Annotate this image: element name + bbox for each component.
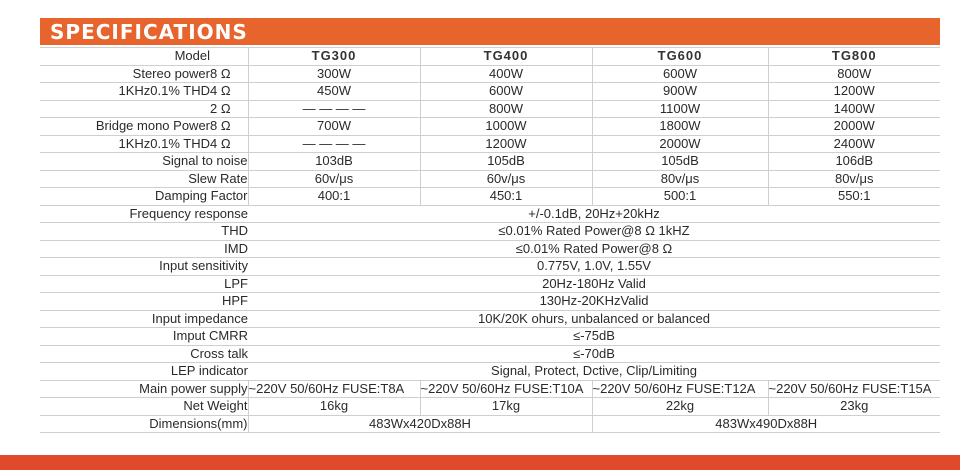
page-title: SPECIFICATIONS [50, 20, 248, 44]
value-cell: +/-0.1dB, 20Hz+20kHz [248, 205, 940, 223]
value-cell: ~220V 50/60Hz FUSE:T10A [420, 380, 592, 398]
value-cell: 20Hz-180Hz Valid [248, 275, 940, 293]
value-cell: ~220V 50/60Hz FUSE:T15A [768, 380, 940, 398]
value-cell: — — — — [248, 100, 420, 118]
value-cell: 80v/μs [768, 170, 940, 188]
value-cell: ≤0.01% Rated Power@8 Ω 1kHZ [248, 223, 940, 241]
value-cell: 103dB [248, 153, 420, 171]
damping-factor-row [40, 188, 940, 206]
ohm-label: 4 Ω [210, 83, 248, 101]
value-cell: ~220V 50/60Hz FUSE:T8A [248, 380, 420, 398]
value-cell: — — — — [248, 135, 420, 153]
value-cell: 1100W [592, 100, 768, 118]
value-cell: 483Wx420Dx88H [248, 415, 592, 433]
value-cell: 550:1 [768, 188, 940, 206]
input-sensitivity-row [40, 258, 940, 276]
value-cell: 106dB [768, 153, 940, 171]
value-cell: 483Wx490Dx88H [592, 415, 940, 433]
row-label: Model [40, 48, 210, 66]
spec-table [40, 47, 940, 433]
row-label: 1KHz0.1% THD [40, 135, 210, 153]
ohm-label: 4 Ω [210, 135, 248, 153]
bridge-4ohm-row [40, 135, 940, 153]
row-label: THD [40, 223, 248, 241]
value-cell: 800W [768, 65, 940, 83]
value-cell: 1800W [592, 118, 768, 136]
value-cell: 17kg [420, 398, 592, 416]
row-label: 1KHz0.1% THD [40, 83, 210, 101]
value-cell: 600W [420, 83, 592, 101]
value-cell: 130Hz-20KHzValid [248, 293, 940, 311]
value-cell: 400W [420, 65, 592, 83]
value-cell: 60v/μs [420, 170, 592, 188]
row-label: Damping Factor [40, 188, 248, 206]
ohm-label: 8 Ω [210, 65, 248, 83]
cross-talk-row [40, 345, 940, 363]
value-cell: 10K/20K ohurs, unbalanced or balanced [248, 310, 940, 328]
value-cell: 2000W [592, 135, 768, 153]
value-cell: ~220V 50/60Hz FUSE:T12A [592, 380, 768, 398]
thd-row [40, 223, 940, 241]
bridge-8ohm-row [40, 118, 940, 136]
dimensions-row [40, 415, 940, 433]
value-cell: Signal, Protect, Dctive, Clip/Limiting [248, 363, 940, 381]
value-cell: 16kg [248, 398, 420, 416]
net-weight-row [40, 398, 940, 416]
value-cell: 500:1 [592, 188, 768, 206]
lep-indicator-row [40, 363, 940, 381]
value-cell: 22kg [592, 398, 768, 416]
row-label: Signal to noise [40, 153, 248, 171]
value-cell: 400:1 [248, 188, 420, 206]
main-power-supply-row [40, 380, 940, 398]
value-cell: 300W [248, 65, 420, 83]
imd-row [40, 240, 940, 258]
row-label: Input sensitivity [40, 258, 248, 276]
model-row [40, 48, 940, 66]
model-tg300: TG300 [248, 48, 420, 66]
stereo-4ohm-row [40, 83, 940, 101]
row-label: Cross talk [40, 345, 248, 363]
row-label: Main power supply [40, 380, 248, 398]
ohm-label: 8 Ω [210, 118, 248, 136]
lpf-row [40, 275, 940, 293]
slew-rate-row [40, 170, 940, 188]
model-tg800: TG800 [768, 48, 940, 66]
value-cell: ≤-75dB [248, 328, 940, 346]
row-label: Dimensions(mm) [40, 415, 248, 433]
footer-bar [0, 455, 960, 470]
row-label: Net Weight [40, 398, 248, 416]
row-label: LPF [40, 275, 248, 293]
row-label: Input impedance [40, 310, 248, 328]
value-cell: ≤0.01% Rated Power@8 Ω [248, 240, 940, 258]
value-cell: 60v/μs [248, 170, 420, 188]
row-label: HPF [40, 293, 248, 311]
value-cell: 450:1 [420, 188, 592, 206]
value-cell: 800W [420, 100, 592, 118]
row-label: Slew Rate [40, 170, 248, 188]
row-label: Imput CMRR [40, 328, 248, 346]
value-cell: 105dB [420, 153, 592, 171]
value-cell: 2400W [768, 135, 940, 153]
value-cell: 105dB [592, 153, 768, 171]
value-cell: ≤-70dB [248, 345, 940, 363]
row-label: IMD [40, 240, 248, 258]
value-cell: 0.775V, 1.0V, 1.55V [248, 258, 940, 276]
ohm-label: 2 Ω [210, 100, 248, 118]
value-cell: 1200W [768, 83, 940, 101]
stereo-2ohm-row [40, 100, 940, 118]
frequency-response-row [40, 205, 940, 223]
input-impedance-row [40, 310, 940, 328]
value-cell: 1000W [420, 118, 592, 136]
value-cell: 1400W [768, 100, 940, 118]
value-cell: 700W [248, 118, 420, 136]
row-label: Stereo power [40, 65, 210, 83]
specifications-header [40, 18, 940, 45]
value-cell: 80v/μs [592, 170, 768, 188]
value-cell: 23kg [768, 398, 940, 416]
hpf-row [40, 293, 940, 311]
value-cell: 600W [592, 65, 768, 83]
input-cmrr-row [40, 328, 940, 346]
stereo-8ohm-row [40, 65, 940, 83]
row-label: LEP indicator [40, 363, 248, 381]
value-cell: 2000W [768, 118, 940, 136]
model-tg400: TG400 [420, 48, 592, 66]
signal-to-noise-row [40, 153, 940, 171]
model-tg600: TG600 [592, 48, 768, 66]
row-label: Bridge mono Power [40, 118, 210, 136]
value-cell: 1200W [420, 135, 592, 153]
value-cell: 900W [592, 83, 768, 101]
value-cell: 450W [248, 83, 420, 101]
row-label: Frequency response [40, 205, 248, 223]
